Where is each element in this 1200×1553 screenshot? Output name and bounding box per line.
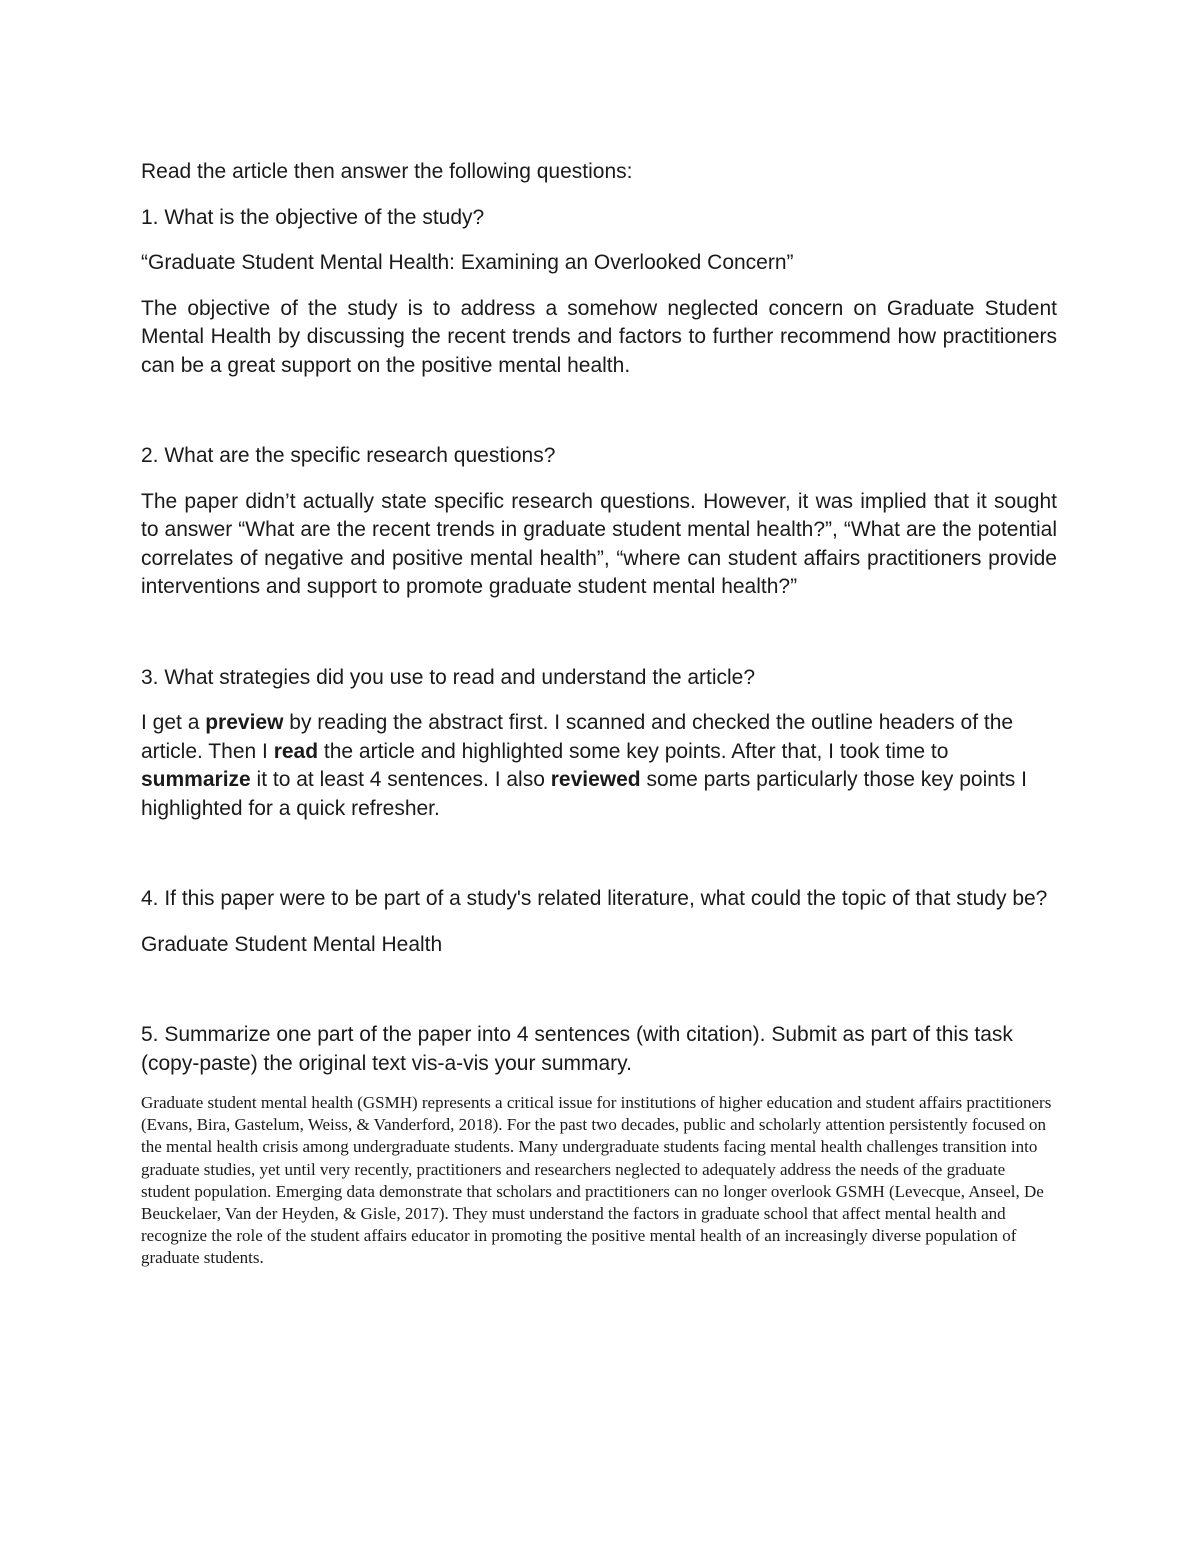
answer-3-emphasis-reviewed: reviewed [550, 768, 641, 791]
answer-3-text: some parts particularly those key points I highlighted for a quick refresher. [141, 768, 1027, 820]
document-page [141, 158, 1057, 1270]
answer-3-text: the article and highlighted some key points. After that, I took time to [318, 739, 949, 763]
answer-2: The paper didn’t actually state specific research questions. However, it was implied that it sought to answer “What are the recent trends in graduate student mental health?”, “What are the potential correlates of negative and positive mental health”, “where can student affairs practitioners provide interventions and support to promote graduate student mental health?” [141, 489, 1057, 598]
answer-1: The objective of the study is to address a somehow neglected concern on Graduate Student Mental Health by discussing the recent trends and factors to further recommend how practitioners can be a great support on the positive mental health. [141, 296, 1057, 377]
question-3: 3. What strategies did you use to read and understand the article? [141, 665, 756, 689]
instructions: Read the article then answer the following questions: [141, 160, 633, 183]
answer-3-text: it to at least 4 sentences. I also [250, 768, 551, 791]
question-5: 5. Summarize one part of the paper into 4 sentences (with citation). Submit as part of this task (copy-paste) the original text vis-a-vis your summary. [141, 1023, 1013, 1075]
question-2: 2. What are the specific research questions? [141, 444, 556, 467]
original-text-excerpt: Graduate student mental health (GSMH) represents a critical issue for institutions of higher education and student affairs practitioners (Evans, Bira, Gastelum, Weiss, & Vanderford, 2018). For the past two decades, public and scholarly attention persistently focused on the mental health crisis among undergraduate students. Many undergraduate students facing mental health challenges transition into graduate studies, yet until very recently, practitioners and researchers neglected to adequately address the needs of the graduate student population. Emerging data demonstrate that scholars and practitioners can no longer overlook GSMH (Levecque, Anseel, De Beuckelaer, Van der Heyden, & Gisle, 2017). They must understand the factors in graduate school that affect mental health and recognize the role of the student affairs educator in promoting the positive mental health of an increasingly diverse population of graduate students. [141, 1093, 1052, 1268]
answer-3 [141, 709, 1057, 823]
answer-4: Graduate Student Mental Health [141, 932, 443, 956]
question-1: 1. What is the objective of the study? [141, 205, 485, 229]
article-title: “Graduate Student Mental Health: Examining an Overlooked Concern” [141, 251, 794, 274]
answer-3-text: I get a [141, 711, 206, 734]
answer-3-emphasis-preview: preview [205, 711, 284, 734]
answer-3-emphasis-summarize: summarize [141, 768, 251, 791]
question-4: 4. If this paper were to be part of a study's related literature, what could the topic of that study be? [141, 887, 1048, 910]
answer-3-emphasis-read: read [273, 739, 319, 763]
answer-3-text: by reading the abstract first. I scanned and checked the outline headers of the article. Then I [141, 711, 1014, 763]
